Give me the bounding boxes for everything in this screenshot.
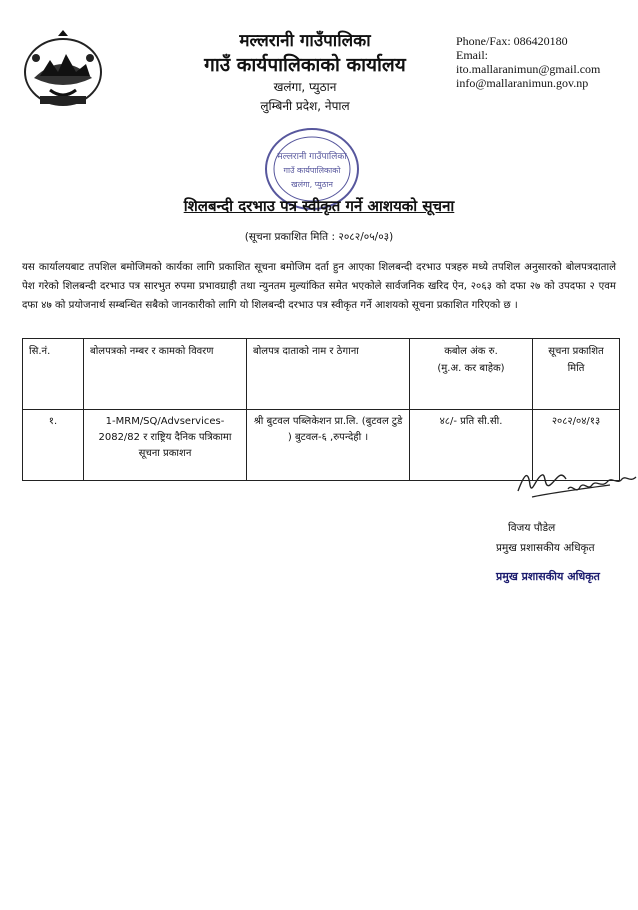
amount-header-label: कबोल अंक रु. <box>444 346 498 357</box>
office-name: गाउँ कार्यपालिकाको कार्यालय <box>204 54 406 76</box>
handwritten-signature <box>510 455 638 507</box>
table-header-row <box>23 339 620 410</box>
contact-info <box>456 34 600 90</box>
office-province: लुम्बिनी प्रदेश, नेपाल <box>260 99 350 113</box>
signatory-seal: प्रमुख प्रशासकीय अधिकृत <box>496 570 600 583</box>
stamp-line-1: मल्लरानी गाउँपालिका <box>277 152 347 162</box>
publication-date: (सूचना प्रकाशित मिति : २०८२/०५/०३) <box>244 231 394 243</box>
email-label: Email: <box>456 48 488 62</box>
signatory-block <box>496 518 595 558</box>
email-address-2: info@mallaranimun.gov.np <box>456 76 589 90</box>
cell-date: २०८२/०४/१३ <box>533 410 620 481</box>
col-header-work: बोलपत्रको नम्बर र कामको विवरण <box>84 339 247 410</box>
stamp-line-2: गाउँ कार्यपालिकाको <box>283 166 341 175</box>
notice-title: शिलबन्दी दरभाउ पत्र स्वीकृत गर्ने आशयको सूचना <box>183 197 455 215</box>
email-address: ito.mallaranimun@gmail.com <box>456 62 601 76</box>
amount-header-note: (मु.अ. कर बाहेक) <box>437 363 505 374</box>
col-header-bidder: बोलपत्र दाताको नाम र ठेगाना <box>247 339 410 410</box>
office-address: खलंगा, प्युठान <box>273 80 337 94</box>
municipality-name: मल्लरानी गाउँपालिका <box>239 31 371 51</box>
office-header <box>170 30 440 116</box>
phone-fax: Phone/Fax: 086420180 <box>456 34 568 48</box>
notice-body: यस कार्यालयबाट तपशिल बमोजिमको कार्यका लागि प्रकाशित सूचना बमोजिम दर्ता हुन आएका शिलबन्दी दरभाउ पत्रहरु मध्ये तपशिल अनुसारको बोलपत्रदाताले पेश गरेको शिलबन्दी दरभाउ पत्र सारभुत रुपमा प्रभावग्राही तथा न्युनतम मुल्यांकित समेत भएकोले सार्वजनिक खरिद ऐन, २०६३ को दफा २७ को उपदफा २ एवम दफा ४७ को प्रयोजनार्थ सम्बन्धित सबैको जानकारीको लागि यो शिलबन्दी दरभाउ पत्र स्वीकृत गर्ने आशयको सूचना प्रकाशित गरिएको छ । <box>22 262 616 311</box>
cell-work: 1-MRM/SQ/Advservices-2082/82 र राष्ट्रिय दैनिक पत्रिकामा सूचना प्रकाशन <box>84 410 247 481</box>
cell-bidder: श्री बुटवल पब्लिकेशन प्रा.लि. (बुटवल टुडे ) बुटवल-६ ,रुपन्देही । <box>247 410 410 481</box>
col-header-date: सूचना प्रकाशित मिति <box>533 339 620 410</box>
stamp-line-3: खलंगा, प्युठान <box>291 180 333 189</box>
signatory-name: विजय पौडेल <box>508 522 556 534</box>
cell-sn: १. <box>23 410 84 481</box>
signatory-title: प्रमुख प्रशासकीय अधिकृत <box>496 542 595 554</box>
nepal-emblem-logo <box>20 30 106 110</box>
cell-amount: ४८/- प्रति सी.सी. <box>410 410 533 481</box>
col-header-amount <box>410 339 533 410</box>
col-header-sn: सि.नं. <box>23 339 84 410</box>
